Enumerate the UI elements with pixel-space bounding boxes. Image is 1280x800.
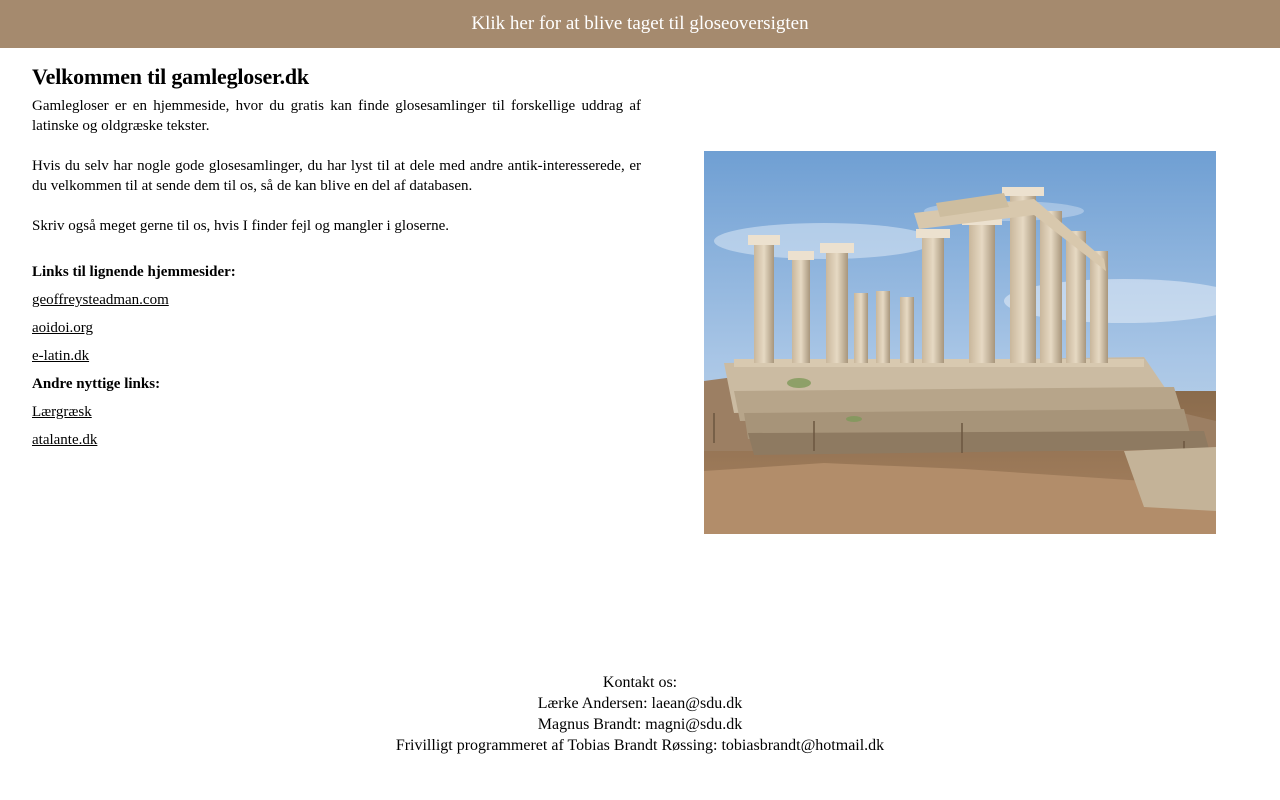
link-laergraesk[interactable]: Lærgræsk bbox=[32, 404, 92, 420]
contact-heading: Kontakt os: bbox=[602, 674, 678, 691]
useful-links-heading: Andre nyttige links: bbox=[32, 376, 161, 392]
page-title: Velkommen til gamlegloser.dk bbox=[32, 64, 309, 89]
contact-laerke: Lærke Andersen: laean@sdu.dk bbox=[537, 695, 743, 712]
temple-ruins-photo bbox=[704, 151, 1216, 534]
contact-magnus: Magnus Brandt: magni@sdu.dk bbox=[537, 716, 743, 733]
glossary-overview-banner[interactable] bbox=[0, 0, 1280, 48]
similar-links-heading: Links til lignende hjemmesider: bbox=[32, 264, 236, 280]
link-aoidoi[interactable]: aoidoi.org bbox=[32, 320, 93, 336]
contact-tobias: Frivilligt programmeret af Tobias Brandt Røssing: tobiasbrandt@hotmail.dk bbox=[395, 737, 885, 754]
share-paragraph: Hvis du selv har nogle gode glosesamlinger, du har lyst til at dele med andre antik-interesserede, er du velkommen til at sende dem til os, så de kan blive en del af databasen. bbox=[32, 158, 641, 194]
link-atalante[interactable]: atalante.dk bbox=[32, 432, 98, 448]
link-e-latin[interactable]: e-latin.dk bbox=[32, 348, 90, 364]
intro-section bbox=[32, 64, 641, 458]
temple-ruins-illustration bbox=[704, 151, 1216, 534]
glossary-overview-banner-label: Klik her for at blive taget til gloseoversigten bbox=[471, 13, 809, 34]
intro-paragraph: Gamlegloser er en hjemmeside, hvor du gratis kan finde glosesamlinger til forskellige uddrag af latinske og oldgræske tekster. bbox=[32, 98, 641, 134]
link-geoffreysteadman[interactable]: geoffreysteadman.com bbox=[32, 292, 169, 308]
contact-footer bbox=[0, 672, 1280, 756]
errors-paragraph: Skriv også meget gerne til os, hvis I finder fejl og mangler i gloserne. bbox=[32, 218, 449, 234]
